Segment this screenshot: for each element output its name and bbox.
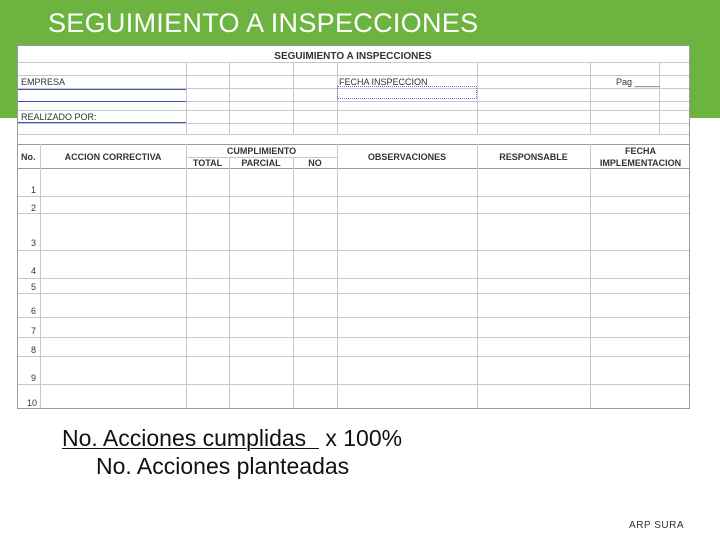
realizado-por-label: REALIZADO POR: [21,112,97,122]
row-number: 4 [31,266,37,276]
row-number: 5 [31,282,37,292]
realizado-underline [18,122,186,123]
row-number: 2 [31,203,37,213]
formula-denominator: No. Acciones planteadas [96,453,350,479]
row-number: 7 [31,326,37,336]
inspection-form-sheet [17,45,690,409]
slide-title: SEGUIMIENTO A INSPECCIONES [48,8,479,38]
formula-numerator-line [62,424,402,452]
row-number: 3 [31,238,37,248]
header-accion-correctiva: ACCION CORRECTIVA [64,152,162,162]
header-responsable: RESPONSABLE [499,152,568,162]
header-cumplimiento: CUMPLIMIENTO [226,146,297,156]
empresa-underline-2 [18,101,186,102]
form-title: SEGUIMIENTO A INSPECCIONES [274,51,432,62]
header-no: No. [21,152,36,162]
empresa-underline [18,89,186,90]
page-label: Pag _____ [616,77,660,87]
row-number: 8 [31,345,37,355]
row-number: 6 [31,306,37,316]
fecha-inspeccion-label: FECHA INSPECCION [339,77,428,87]
header-total: TOTAL [192,158,223,168]
empresa-label: EMPRESA [21,77,66,87]
compliance-formula [62,424,402,480]
formula-numerator: No. Acciones cumplidas [62,425,307,451]
fecha-inspeccion-field[interactable] [337,86,477,99]
row-number: 9 [31,373,37,383]
header-observaciones: OBSERVACIONES [367,152,447,162]
footer-brand: ARP SURA [629,520,684,531]
header-no-cumple: NO [308,158,322,168]
row-number: 1 [31,185,37,195]
formula-multiplier: x 100% [325,425,403,451]
header-fecha: FECHA [625,146,656,156]
row-number: 10 [27,398,38,408]
header-implementacion: IMPLEMENTACION [599,158,682,168]
header-parcial: PARCIAL [241,158,281,168]
